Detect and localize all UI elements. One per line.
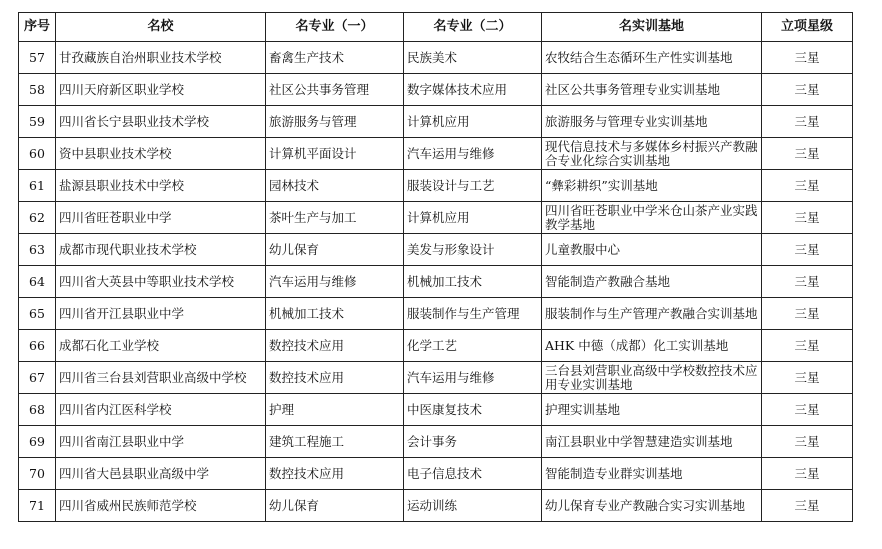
cell-serial-number: 68 (19, 394, 56, 426)
cell-training-base: 四川省旺苍职业中学米仓山茶产业实践教学基地 (542, 202, 762, 234)
cell-major-two: 运动训练 (404, 490, 542, 522)
cell-school-name: 盐源县职业技术中学校 (56, 170, 266, 202)
cell-star-level: 三星 (762, 138, 853, 170)
header-training-base: 名实训基地 (542, 13, 762, 42)
cell-school-name: 四川省南江县职业中学 (56, 426, 266, 458)
cell-school-name: 成都市现代职业技术学校 (56, 234, 266, 266)
table-row (19, 458, 853, 490)
cell-star-level: 三星 (762, 74, 853, 106)
school-list-table (18, 12, 853, 522)
cell-school-name: 四川省旺苍职业中学 (56, 202, 266, 234)
cell-serial-number: 58 (19, 74, 56, 106)
cell-major-one: 建筑工程施工 (266, 426, 404, 458)
cell-star-level: 三星 (762, 266, 853, 298)
cell-serial-number: 63 (19, 234, 56, 266)
table-body (19, 42, 853, 522)
cell-training-base: 智能制造专业群实训基地 (542, 458, 762, 490)
cell-school-name: 四川天府新区职业学校 (56, 74, 266, 106)
cell-school-name: 四川省大英县中等职业技术学校 (56, 266, 266, 298)
cell-major-one: 护理 (266, 394, 404, 426)
cell-major-one: 社区公共事务管理 (266, 74, 404, 106)
header-row (19, 13, 853, 42)
cell-star-level: 三星 (762, 458, 853, 490)
cell-training-base: “彝彩耕织”实训基地 (542, 170, 762, 202)
cell-serial-number: 69 (19, 426, 56, 458)
cell-major-two: 化学工艺 (404, 330, 542, 362)
cell-training-base: 护理实训基地 (542, 394, 762, 426)
table-row (19, 362, 853, 394)
cell-major-one: 茶叶生产与加工 (266, 202, 404, 234)
cell-major-two: 计算机应用 (404, 106, 542, 138)
table-row (19, 138, 853, 170)
cell-star-level: 三星 (762, 202, 853, 234)
cell-school-name: 四川省长宁县职业技术学校 (56, 106, 266, 138)
cell-school-name: 成都石化工业学校 (56, 330, 266, 362)
header-school-name: 名校 (56, 13, 266, 42)
table-row (19, 266, 853, 298)
header-major-two: 名专业（二） (404, 13, 542, 42)
cell-star-level: 三星 (762, 170, 853, 202)
table-row (19, 234, 853, 266)
cell-training-base: 社区公共事务管理专业实训基地 (542, 74, 762, 106)
table-row (19, 202, 853, 234)
cell-school-name: 四川省威州民族师范学校 (56, 490, 266, 522)
cell-training-base: 服装制作与生产管理产教融合实训基地 (542, 298, 762, 330)
cell-training-base: 旅游服务与管理专业实训基地 (542, 106, 762, 138)
cell-major-two: 数字媒体技术应用 (404, 74, 542, 106)
cell-major-two: 机械加工技术 (404, 266, 542, 298)
cell-major-two: 汽车运用与维修 (404, 138, 542, 170)
cell-star-level: 三星 (762, 234, 853, 266)
table-row (19, 170, 853, 202)
cell-training-base: 农牧结合生态循环生产性实训基地 (542, 42, 762, 74)
cell-star-level: 三星 (762, 362, 853, 394)
cell-training-base: 南江县职业中学智慧建造实训基地 (542, 426, 762, 458)
cell-major-two: 服装设计与工艺 (404, 170, 542, 202)
cell-school-name: 四川省内江医科学校 (56, 394, 266, 426)
cell-major-two: 中医康复技术 (404, 394, 542, 426)
cell-training-base: 幼儿保育专业产教融合实习实训基地 (542, 490, 762, 522)
cell-major-two: 汽车运用与维修 (404, 362, 542, 394)
cell-school-name: 四川省大邑县职业高级中学 (56, 458, 266, 490)
cell-major-one: 汽车运用与维修 (266, 266, 404, 298)
cell-major-one: 园林技术 (266, 170, 404, 202)
header-major-one: 名专业（一） (266, 13, 404, 42)
cell-serial-number: 57 (19, 42, 56, 74)
table-row (19, 74, 853, 106)
table-row (19, 330, 853, 362)
cell-major-one: 数控技术应用 (266, 330, 404, 362)
cell-major-one: 数控技术应用 (266, 362, 404, 394)
table-row (19, 490, 853, 522)
cell-serial-number: 67 (19, 362, 56, 394)
cell-school-name: 四川省三台县刘营职业高级中学校 (56, 362, 266, 394)
cell-serial-number: 65 (19, 298, 56, 330)
header-star-level: 立项星级 (762, 13, 853, 42)
cell-training-base: 现代信息技术与多媒体乡村振兴产教融合专业化综合实训基地 (542, 138, 762, 170)
cell-star-level: 三星 (762, 42, 853, 74)
cell-star-level: 三星 (762, 426, 853, 458)
cell-major-two: 电子信息技术 (404, 458, 542, 490)
cell-serial-number: 59 (19, 106, 56, 138)
cell-star-level: 三星 (762, 490, 853, 522)
cell-major-one: 幼儿保育 (266, 234, 404, 266)
cell-training-base: 儿童教服中心 (542, 234, 762, 266)
cell-major-two: 服装制作与生产管理 (404, 298, 542, 330)
cell-training-base: AHK 中德（成都）化工实训基地 (542, 330, 762, 362)
cell-star-level: 三星 (762, 330, 853, 362)
cell-school-name: 甘孜藏族自治州职业技术学校 (56, 42, 266, 74)
cell-serial-number: 61 (19, 170, 56, 202)
cell-major-one: 机械加工技术 (266, 298, 404, 330)
cell-major-two: 美发与形象设计 (404, 234, 542, 266)
cell-major-one: 幼儿保育 (266, 490, 404, 522)
cell-star-level: 三星 (762, 106, 853, 138)
header-serial-number: 序号 (19, 13, 56, 42)
table-row (19, 42, 853, 74)
cell-school-name: 资中县职业技术学校 (56, 138, 266, 170)
cell-serial-number: 66 (19, 330, 56, 362)
table-row (19, 394, 853, 426)
cell-school-name: 四川省开江县职业中学 (56, 298, 266, 330)
cell-major-one: 数控技术应用 (266, 458, 404, 490)
cell-serial-number: 62 (19, 202, 56, 234)
table-row (19, 426, 853, 458)
cell-major-two: 计算机应用 (404, 202, 542, 234)
cell-major-one: 畜禽生产技术 (266, 42, 404, 74)
cell-serial-number: 64 (19, 266, 56, 298)
cell-training-base: 智能制造产教融合基地 (542, 266, 762, 298)
table-row (19, 298, 853, 330)
cell-star-level: 三星 (762, 298, 853, 330)
cell-major-two: 会计事务 (404, 426, 542, 458)
cell-major-one: 计算机平面设计 (266, 138, 404, 170)
cell-serial-number: 71 (19, 490, 56, 522)
cell-major-one: 旅游服务与管理 (266, 106, 404, 138)
table-row (19, 106, 853, 138)
cell-major-two: 民族美术 (404, 42, 542, 74)
cell-star-level: 三星 (762, 394, 853, 426)
cell-serial-number: 70 (19, 458, 56, 490)
cell-serial-number: 60 (19, 138, 56, 170)
cell-training-base: 三台县刘营职业高级中学校数控技术应用专业实训基地 (542, 362, 762, 394)
